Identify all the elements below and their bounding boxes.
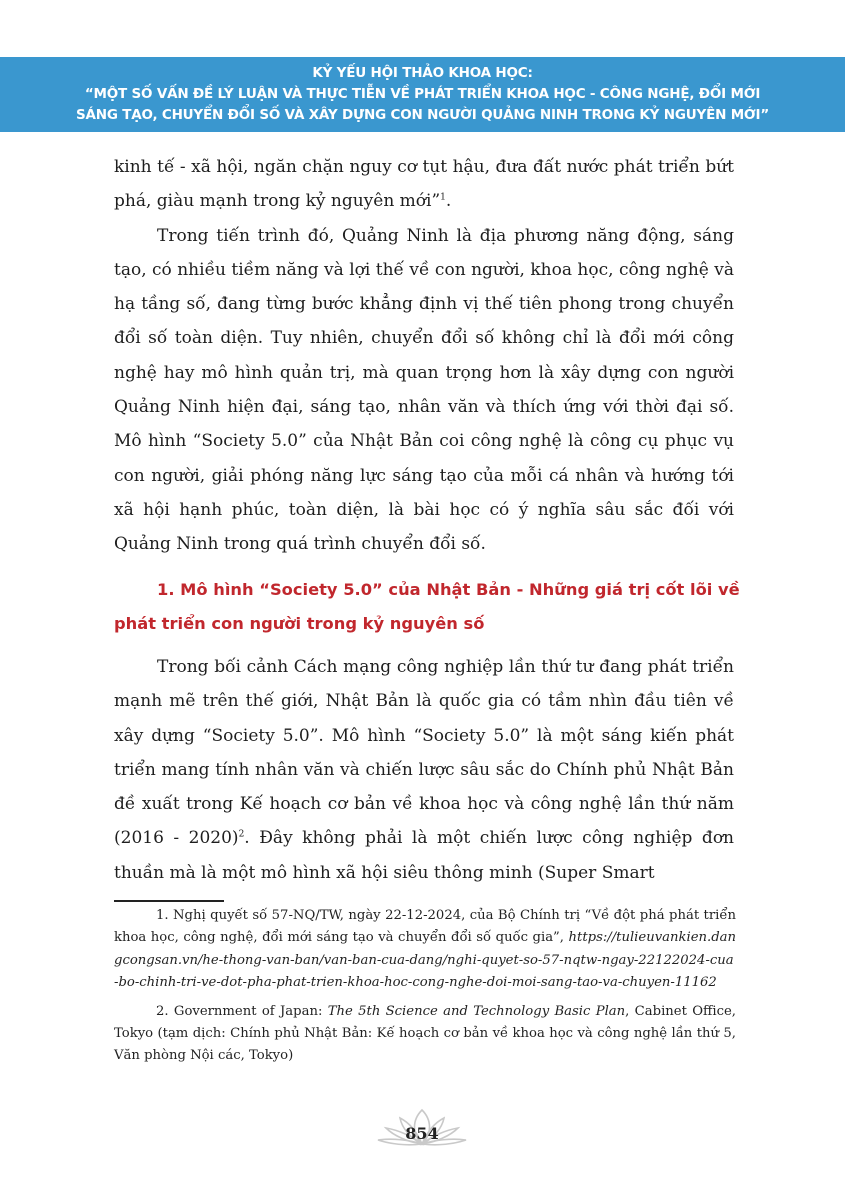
footnote-divider	[114, 900, 224, 902]
header-banner	[0, 57, 845, 132]
intro-text	[114, 150, 734, 562]
page-number-block	[372, 1108, 472, 1158]
header-line-3: SÁNG TẠO, CHUYỂN ĐỔI SỐ VÀ XÂY DỰNG CON NGƯỜI QUẢNG NINH TRONG KỶ NGUYÊN MỚI”	[75, 107, 770, 123]
footnote-2-title: The 5th Science and Technology Basic Plan	[327, 1003, 626, 1019]
footnote-1-link[interactable]: https://tulieuvankien.dangcongsan.vn/he-thong-van-ban/van-ban-cua-dang/nghi-quyet-so-57-nqtw-ngay-22122024-cua-bo-chinh-tri-ve-dot-pha-phat-trien-khoa-hoc-cong-nghe-doi-moi-sang-tao-va-chuyen-11162	[114, 930, 736, 991]
footnote-ref-1[interactable]: 1	[440, 192, 446, 203]
paragraph-2: Trong tiến trình đó, Quảng Ninh là địa phương năng động, sáng tạo, có nhiều tiềm năng và lợi thế về con người, khoa học, công nghệ và hạ tầng số, đang từng bước khẳng định vị thế tiên phong trong chuyển đổi số toàn diện. Tuy nhiên, chuyển đổi số không chỉ là đổi mới công nghệ hay mô hình quản trị, mà quan trọng hơn là xây dựng con người Quảng Ninh hiện đại, sáng tạo, nhân văn và thích ứng với thời đại số. Mô hình “Society 5.0” của Nhật Bản coi công nghệ là công cụ phục vụ con người, giải phóng năng lực sáng tạo của mỗi cá nhân và hướng tới xã hội hạnh phúc, toàn diện, là bài học có ý nghĩa sâu sắc đối với Quảng Ninh trong quá trình chuyển đổi số.	[114, 225, 734, 555]
section-heading	[114, 573, 739, 641]
page-number: 854	[405, 1124, 439, 1143]
section-heading-line-1: 1. Mô hình “Society 5.0” của Nhật Bản - Những giá trị cốt lõi về	[157, 580, 740, 599]
footnote-ref-2[interactable]: 2	[238, 829, 245, 840]
section-body	[114, 650, 734, 890]
footnote-1: 1. Nghị quyết số 57-NQ/TW, ngày 22-12-2024, của Bộ Chính trị “Về đột phá phát triển khoa học, công nghệ, đổi mới sáng tạo và chuyển đổi số quốc gia”, https://tulieuvankien.dangcongsan.vn/he-thong-van-ban/van-ban-cua-dang/nghi-quyet-so-57-nqtw-ngay-22122024-cua-bo-chinh-tri-ve-dot-pha-phat-trien-khoa-hoc-cong-nghe-doi-moi-sang-tao-va-chuyen-11162	[114, 908, 736, 991]
paragraph-1: kinh tế - xã hội, ngăn chặn nguy cơ tụt hậu, đưa đất nước phát triển bứt phá, giàu mạnh trong kỷ nguyên mới”$^1$.	[114, 157, 734, 212]
footnotes	[114, 905, 736, 1068]
footnote-2: 2. Government of Japan: The 5th Science and Technology Basic Plan, Cabinet Office, Tokyo (tạm dịch: Chính phủ Nhật Bản: Kế hoạch cơ bản về khoa học và công nghệ lần thứ 5, Văn phòng Nội các, Tokyo)	[114, 1003, 736, 1064]
header-line-1: KỶ YẾU HỘI THẢO KHOA HỌC:	[312, 65, 533, 81]
section-heading-line-2: phát triển con người trong kỷ nguyên số	[114, 614, 485, 633]
header-line-2: “MỘT SỐ VẤN ĐỀ LÝ LUẬN VÀ THỰC TIỄN VỀ PHÁT TRIỂN KHOA HỌC - CÔNG NGHỆ, ĐỔI MỚI	[84, 86, 761, 102]
paragraph-3: Trong bối cảnh Cách mạng công nghiệp lần thứ tư đang phát triển mạnh mẽ trên thế giới, Nhật Bản là quốc gia có tầm nhìn đầu tiên về xây dựng “Society 5.0”. Mô hình “Society 5.0” là một sáng kiến phát triển mang tính nhân văn và chiến lược sâu sắc do Chính phủ Nhật Bản đề xuất trong Kế hoạch cơ bản về khoa học và công nghệ lần thứ năm (2016 - 2020)$^2$. Đây không phải là một chiến lược công nghiệp đơn thuần mà là một mô hình xã hội siêu thông minh (Super Smart	[114, 657, 735, 883]
